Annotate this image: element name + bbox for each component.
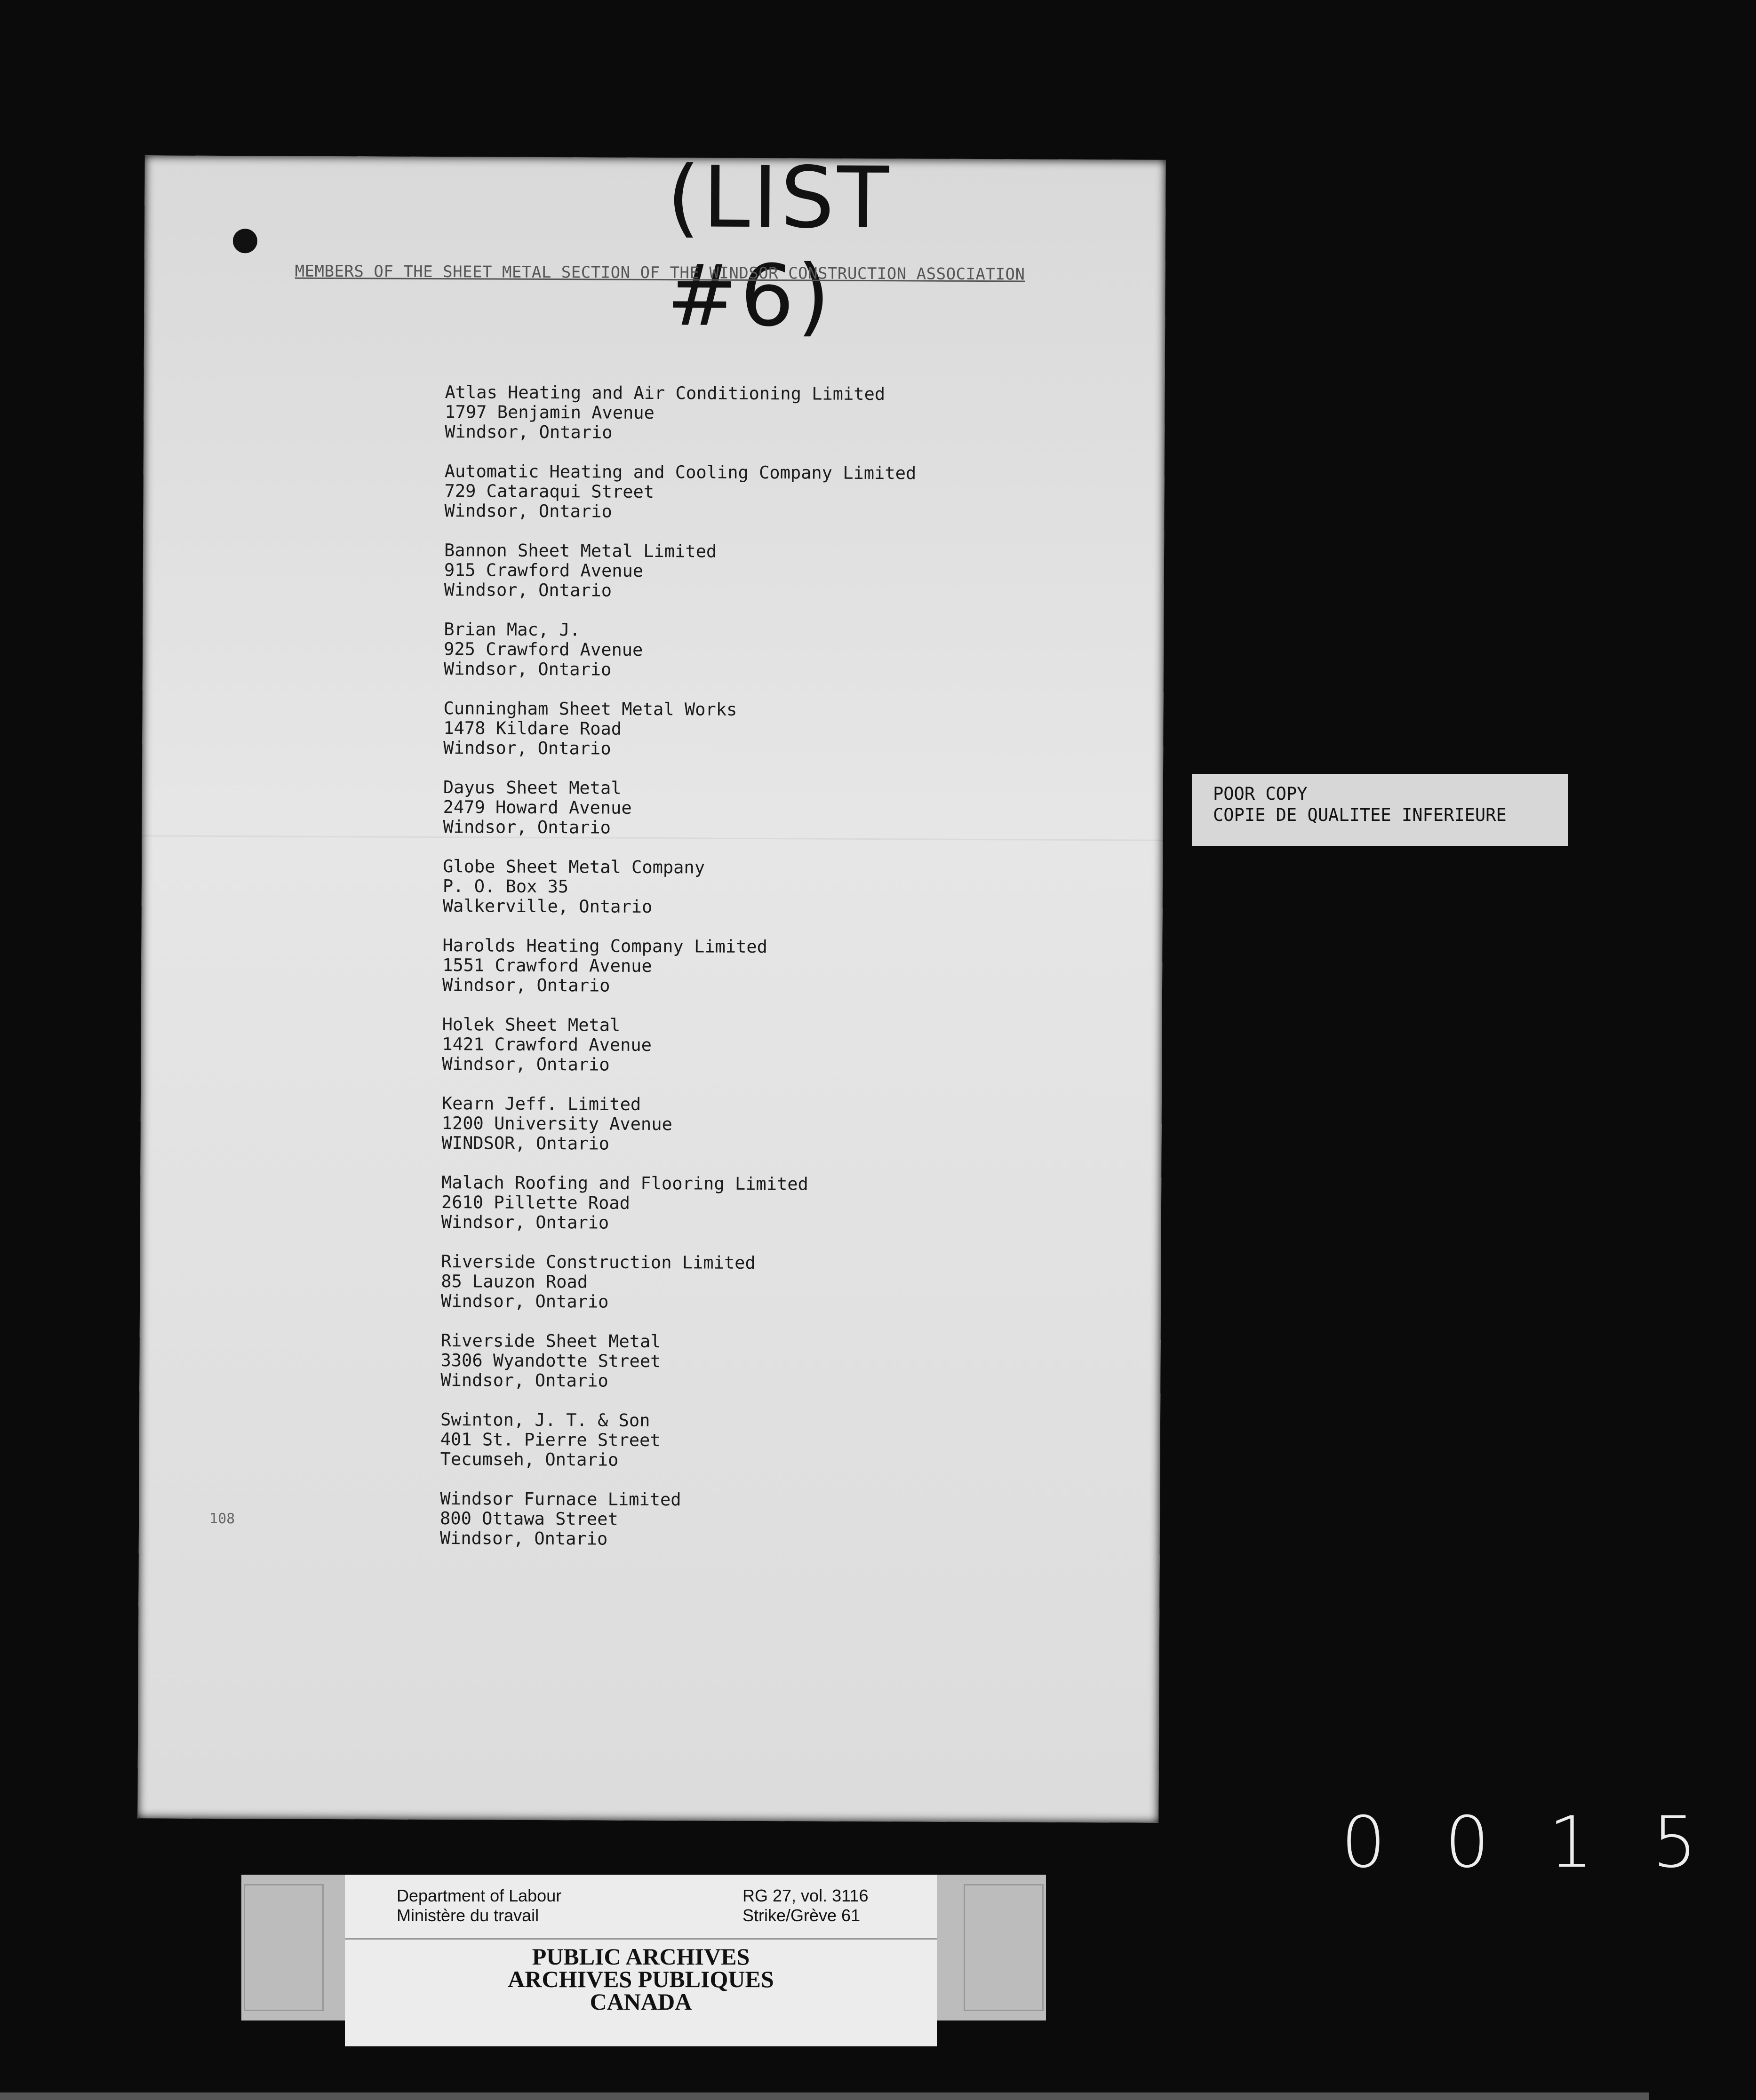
city-line: Tecumseh, Ontario xyxy=(440,1449,619,1470)
list-item xyxy=(442,1015,914,1076)
street-address: 1551 Crawford Avenue xyxy=(442,955,652,977)
street-address: 915 Crawford Avenue xyxy=(444,560,644,581)
record-group: RG 27, vol. 3116 xyxy=(742,1886,869,1905)
company-name: Automatic Heating and Cooling Company Limited xyxy=(444,461,917,484)
archives-stamp xyxy=(241,1875,1046,2020)
street-address: 2479 Howard Avenue xyxy=(443,797,632,818)
company-name: Riverside Construction Limited xyxy=(441,1251,756,1273)
member-list xyxy=(440,382,917,1570)
strike-number: Strike/Grève 61 xyxy=(742,1906,861,1925)
city-line: Windsor, Ontario xyxy=(443,817,611,838)
street-address: 2610 Pillette Road xyxy=(441,1192,631,1213)
city-line: WINDSOR, Ontario xyxy=(441,1133,610,1154)
street-address: 3306 Wyandotte Street xyxy=(440,1350,661,1372)
punch-hole xyxy=(233,229,257,253)
list-item xyxy=(440,1489,912,1550)
street-address: P. O. Box 35 xyxy=(442,876,569,897)
street-address: 1421 Crawford Avenue xyxy=(442,1034,652,1056)
street-address: 401 St. Pierre Street xyxy=(440,1429,661,1451)
company-name: Bannon Sheet Metal Limited xyxy=(444,540,717,562)
company-name: Riverside Sheet Metal xyxy=(440,1330,661,1352)
company-name: Cunningham Sheet Metal Works xyxy=(443,698,737,720)
company-name: Dayus Sheet Metal xyxy=(443,777,622,798)
poor-copy-fr: COPIE DE QUALITEE INFERIEURE xyxy=(1213,805,1507,825)
company-name: Brian Mac, J. xyxy=(444,619,581,640)
frame-number: 0015 xyxy=(1341,1802,1756,1884)
city-line: Windsor, Ontario xyxy=(441,1212,609,1233)
street-address: 1200 University Avenue xyxy=(441,1113,672,1135)
company-name: Harolds Heating Company Limited xyxy=(442,935,768,957)
company-name: Windsor Furnace Limited xyxy=(440,1488,681,1510)
city-line: Windsor, Ontario xyxy=(442,1054,610,1075)
list-item xyxy=(442,936,914,997)
city-line: Windsor, Ontario xyxy=(440,1370,608,1391)
street-address: 925 Crawford Avenue xyxy=(444,639,643,660)
document-page xyxy=(137,148,1165,1822)
list-item xyxy=(440,1410,912,1471)
archives-fr: ARCHIVES PUBLIQUES xyxy=(508,1966,774,1992)
company-name: Globe Sheet Metal Company xyxy=(443,856,705,878)
department-fr: Ministère du travail xyxy=(397,1906,539,1925)
list-item xyxy=(441,1173,913,1234)
archives-en: PUBLIC ARCHIVES xyxy=(532,1943,750,1970)
city-line: Windsor, Ontario xyxy=(445,422,613,443)
list-item xyxy=(444,620,916,681)
street-address: 1478 Kildare Road xyxy=(443,718,622,739)
company-name: Atlas Heating and Air Conditioning Limited xyxy=(445,382,886,405)
list-item xyxy=(443,778,915,839)
list-item xyxy=(441,1252,913,1313)
archives-title xyxy=(345,1945,937,2013)
city-line: Windsor, Ontario xyxy=(444,580,612,601)
stamp-tab-right xyxy=(964,1884,1044,2011)
company-name: Malach Roofing and Flooring Limited xyxy=(441,1172,808,1194)
city-line: Windsor, Ontario xyxy=(442,975,610,996)
poor-copy-label xyxy=(1192,774,1568,846)
department-en: Department of Labour xyxy=(397,1886,562,1905)
city-line: Windsor, Ontario xyxy=(443,659,612,680)
list-item xyxy=(444,541,916,602)
film-edge xyxy=(0,2092,1649,2100)
city-line: Windsor, Ontario xyxy=(444,501,612,522)
city-line: Windsor, Ontario xyxy=(443,738,611,759)
street-address: 800 Ottawa Street xyxy=(439,1508,618,1529)
list-item xyxy=(444,461,916,523)
list-item xyxy=(445,382,917,444)
list-item xyxy=(440,1331,912,1392)
city-line: Windsor, Ontario xyxy=(439,1528,608,1549)
city-line: Windsor, Ontario xyxy=(441,1291,609,1312)
document-header: MEMBERS OF THE SHEET METAL SECTION OF THE WINDSOR CONSTRUCTION ASSOCIATION xyxy=(295,262,1025,284)
street-address: 729 Cataraqui Street xyxy=(444,481,655,502)
handwritten-list-label: (LIST #6) xyxy=(666,148,892,346)
company-name: Kearn Jeff. Limited xyxy=(441,1093,641,1114)
city-line: Walkerville, Ontario xyxy=(442,896,653,917)
list-item xyxy=(443,857,915,918)
stamp-divider xyxy=(345,1938,937,1940)
street-address: 85 Lauzon Road xyxy=(441,1271,588,1292)
street-address: 1797 Benjamin Avenue xyxy=(445,402,655,423)
archives-country: CANADA xyxy=(590,1989,692,2015)
margin-note: 108 xyxy=(209,1510,235,1527)
stamp-tab-left xyxy=(244,1884,324,2011)
list-item xyxy=(443,699,915,760)
company-name: Swinton, J. T. & Son xyxy=(440,1409,650,1431)
list-item xyxy=(441,1094,913,1155)
stamp-card xyxy=(345,1875,937,2046)
poor-copy-en: POOR COPY xyxy=(1213,784,1308,804)
company-name: Holek Sheet Metal xyxy=(442,1014,621,1035)
